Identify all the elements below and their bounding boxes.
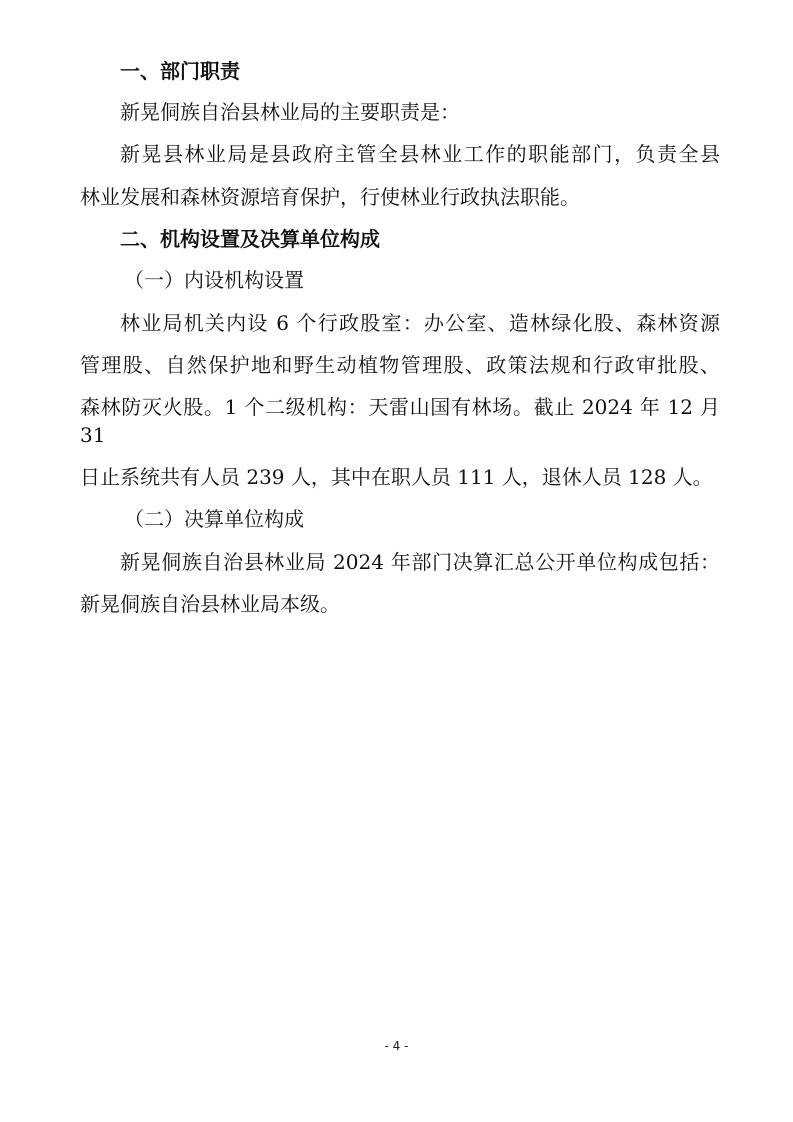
section-heading-structure: 二、机构设置及决算单位构成 <box>120 227 380 251</box>
subsection-title-internal: （一）内设机构设置 <box>124 268 304 292</box>
internal-paragraph-line-1: 林业局机关内设 6 个行政股室：办公室、造林绿化股、森林资源 <box>120 311 720 335</box>
duties-intro: 新晃侗族自治县林业局的主要职责是： <box>120 100 460 124</box>
internal-paragraph-line-4: 日止系统共有人员 239 人，其中在职人员 111 人，退休人员 128 人。 <box>80 465 713 489</box>
units-paragraph-line-2: 新晃侗族自治县林业局本级。 <box>80 592 340 616</box>
section-heading-duties: 一、部门职责 <box>120 59 240 83</box>
duties-paragraph-line-1: 新晃县林业局是县政府主管全县林业工作的职能部门，负责全县 <box>120 142 720 166</box>
internal-paragraph-line-3: 森林防灭火股。1 个二级机构：天雷山国有林场。截止 2024 年 12 月 31 <box>80 395 720 447</box>
subsection-title-units: （二）决算单位构成 <box>124 507 304 531</box>
internal-paragraph-line-2: 管理股、自然保护地和野生动植物管理股、政策法规和行政审批股、 <box>80 353 720 377</box>
units-paragraph-line-1: 新晃侗族自治县林业局 2024 年部门决算汇总公开单位构成包括： <box>120 550 720 574</box>
duties-paragraph-line-2: 林业发展和森林资源培育保护，行使林业行政执法职能。 <box>80 185 580 209</box>
document-page <box>80 52 720 618</box>
page-number: - 4 - <box>384 1039 409 1053</box>
